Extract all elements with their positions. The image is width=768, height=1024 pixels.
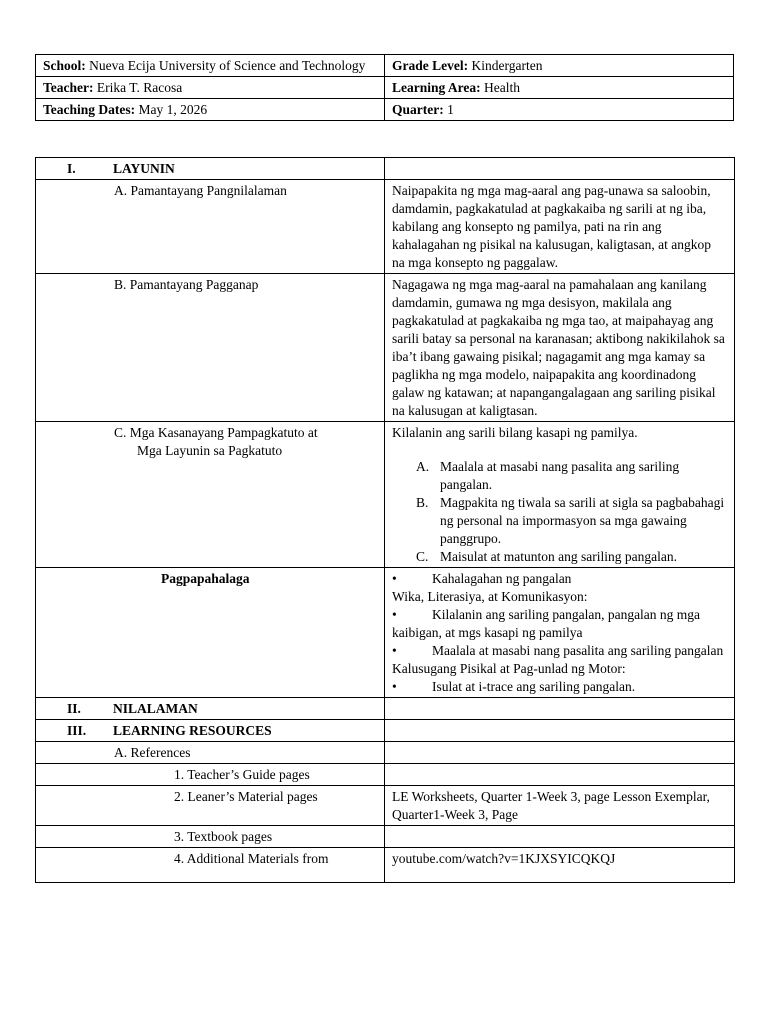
bullet-marker: • <box>392 571 397 586</box>
section-layunin-row <box>36 158 735 180</box>
school-label: School: <box>43 58 86 73</box>
learners-material-label: 2. Leaner’s Material pages <box>174 789 318 804</box>
references-row <box>36 742 735 764</box>
additional-materials-row <box>36 848 735 883</box>
content-standard-row <box>36 180 735 274</box>
competencies-row <box>36 422 735 568</box>
list-marker: B. <box>416 495 429 510</box>
teacher-cell <box>36 77 385 99</box>
section-number: III. <box>67 723 87 738</box>
teachers-guide-row <box>36 764 735 786</box>
values-heading-literacy: Wika, Literasiya, at Komunikasyon: <box>392 589 588 604</box>
competencies-label-line2: Mga Layunin sa Pagkatuto <box>137 443 283 458</box>
teaching-dates-cell <box>36 99 385 121</box>
list-item-text: Maalala at masabi nang pasalita ang sariling pangalan. <box>440 459 680 492</box>
values-label: Pagpapahalaga <box>161 571 250 586</box>
performance-standard-row <box>36 274 735 422</box>
bullet-item <box>392 570 727 588</box>
bullet-item <box>392 642 727 660</box>
bullet-item <box>392 606 727 642</box>
content-standard-value: Naipapakita ng mga mag-aaral ang pag-unawa sa saloobin, damdamin, pagkakatulad at pagkakaiba ng sarili at ng iba, kabilang ang konsepto ng pamilya, pati na rin ang kahalagahan ng pisikal na kalusugan, kaligtasan, at angkop na mga konsepto ng paggalaw. <box>385 180 735 274</box>
quarter-value: 1 <box>447 102 454 117</box>
additional-materials-value: youtube.com/watch?v=1KJXSYICQKQJ <box>385 848 735 883</box>
teachers-guide-value <box>385 764 735 786</box>
lesson-plan-table <box>35 157 735 883</box>
textbook-row <box>36 826 735 848</box>
section-nilalaman-row <box>36 698 735 720</box>
textbook-value <box>385 826 735 848</box>
teaching-dates-value: May 1, 2026 <box>138 102 208 117</box>
bullet-text: Maalala at masabi nang pasalita ang sariling pangalan <box>432 643 724 658</box>
lesson-header-table <box>35 54 734 121</box>
quarter-cell <box>385 99 734 121</box>
values-heading-physical: Kalusugang Pisikal at Pag-unlad ng Motor: <box>392 661 626 676</box>
list-item <box>416 494 727 548</box>
list-marker: C. <box>416 549 429 564</box>
competencies-intro: Kilalanin ang sarili bilang kasapi ng pamilya. <box>392 425 638 440</box>
objectives-list <box>392 458 727 566</box>
section-title: NILALAMAN <box>113 701 198 716</box>
grade-level-label: Grade Level: <box>392 58 469 73</box>
bullet-item <box>392 678 727 696</box>
school-value: Nueva Ecija University of Science and Technology <box>89 58 366 73</box>
section-number: I. <box>67 161 76 176</box>
content-standard-label: A. Pamantayang Pangnilalaman <box>114 183 287 198</box>
learning-area-label: Learning Area: <box>392 80 481 95</box>
section-title: LEARNING RESOURCES <box>113 723 272 738</box>
bullet-text: Kilalanin ang sariling pangalan, pangalan ng mga kaibigan, at mgs kasapi ng pamilya <box>392 607 701 640</box>
learning-area-cell <box>385 77 734 99</box>
bullet-marker: • <box>392 643 397 658</box>
grade-level-value: Kindergarten <box>471 58 543 73</box>
section-resources-row <box>36 720 735 742</box>
list-item-text: Magpakita ng tiwala sa sarili at sigla sa pagbabahagi ng personal na impormasyon sa mga gawaing panggrupo. <box>440 495 725 546</box>
teacher-value: Erika T. Racosa <box>96 80 183 95</box>
section-number: II. <box>67 701 81 716</box>
teaching-dates-label: Teaching Dates: <box>43 102 136 117</box>
quarter-label: Quarter: <box>392 102 444 117</box>
bullet-marker: • <box>392 607 397 622</box>
bullet-marker: • <box>392 679 397 694</box>
grade-level-cell <box>385 55 734 77</box>
additional-materials-label: 4. Additional Materials from <box>174 851 329 866</box>
competencies-label-line1: C. Mga Kasanayang Pampagkatuto at <box>114 425 318 440</box>
learners-material-row <box>36 786 735 826</box>
section-title: LAYUNIN <box>113 161 175 176</box>
school-cell <box>36 55 385 77</box>
list-item <box>416 458 727 494</box>
list-item-text: Maisulat at matunton ang sariling pangalan. <box>440 549 677 564</box>
performance-standard-value: Nagagawa ng mga mag-aaral na pamahalaan ang kanilang damdamin, gumawa ng mga desisyon, makilala ang pagkakatulad at pagkakaiba ng mga tao, at maipahayag ang sarili batay sa personal na karanasan; aktibong nakikilahok sa iba’t ibang gawaing pisikal; nagagamit ang mga kamay sa paglikha ng mga modelo, naipapakita ang koordinadong galaw ng katawan; at napangangalagaan ang sariling pisikal na kalusugan at kaligtasan. <box>385 274 735 422</box>
values-row <box>36 568 735 698</box>
bullet-text: Isulat at i-trace ang sariling pangalan. <box>432 679 636 694</box>
list-marker: A. <box>416 459 430 474</box>
references-label: A. References <box>114 745 191 760</box>
teachers-guide-label: 1. Teacher’s Guide pages <box>174 767 310 782</box>
learners-material-value: LE Worksheets, Quarter 1-Week 3, page Lesson Exemplar, Quarter1-Week 3, Page <box>385 786 735 826</box>
textbook-label: 3. Textbook pages <box>174 829 273 844</box>
list-item <box>416 548 727 566</box>
bullet-text: Kahalagahan ng pangalan <box>432 571 572 586</box>
performance-standard-label: B. Pamantayang Pagganap <box>114 277 259 292</box>
teacher-label: Teacher: <box>43 80 94 95</box>
learning-area-value: Health <box>484 80 520 95</box>
